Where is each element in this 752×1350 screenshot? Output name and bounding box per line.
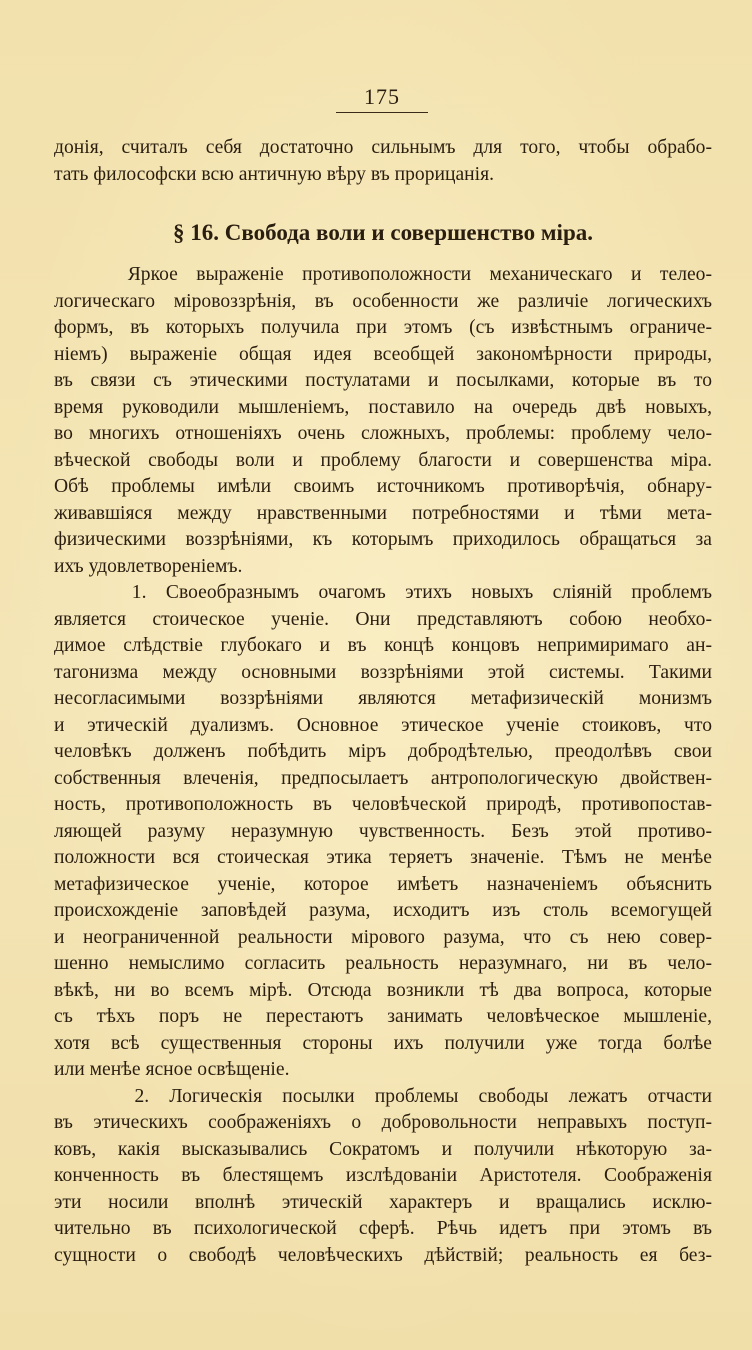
text-line: во многихъ отношеніяхъ очень сложныхъ, проблемы: проблему чело-	[54, 423, 712, 444]
text-line: эти носили вполнѣ этическій характеръ и вращались исклю-	[54, 1191, 712, 1213]
text-line: тагонизма между основными воззрѣніями этой системы. Такими	[54, 661, 712, 683]
text-line: несогласимыми воззрѣніями являются метафизическій монизмъ	[54, 688, 712, 709]
text-line: тать философски всю античную вѣру въ прорицанія.	[54, 163, 494, 185]
text-line: съ тѣхъ поръ не перестаютъ занимать человѣческое мышленіе,	[54, 1006, 712, 1027]
text-line: происхожденіе заповѣдей разума, исходитъ изъ столь всемогущей	[54, 900, 712, 921]
body-text	[54, 262, 712, 1269]
text-line: 1. Своеобразнымъ очагомъ этихъ новыхъ сліяній проблемъ	[54, 582, 712, 603]
text-line: живавшіяся между нравственными потребностями и тѣми мета-	[54, 502, 712, 524]
text-line: время руководили мышленіемъ, поставило на очередь двѣ новыхъ,	[54, 396, 712, 418]
text-line: положности вся стоическая этика теряетъ значеніе. Тѣмъ не менѣе	[54, 847, 712, 868]
text-line: Обѣ проблемы имѣли своимъ источникомъ противорѣчія, обнару-	[54, 476, 712, 497]
text-line: ность, противоположность въ человѣческой природѣ, противопостав-	[54, 794, 712, 815]
text-line: физическими воззрѣніями, къ которымъ приходилось обращаться за	[54, 529, 712, 550]
text-line: логическаго міровоззрѣнія, въ особенности же различіе логическихъ	[54, 290, 712, 312]
text-line: ковъ, какія высказывались Сократомъ и получили нѣкоторую за-	[54, 1138, 712, 1160]
text-line: вѣкѣ, ни во всемъ мірѣ. Отсюда возникли тѣ два вопроса, которые	[54, 979, 712, 1001]
text-line: ляющей разуму неразумную чувственность. Безъ этой противо-	[54, 820, 712, 842]
page-number: 175	[364, 84, 400, 109]
page-number-rule	[336, 112, 428, 113]
text-line: хотя всѣ существенныя стороны ихъ получили уже тогда болѣе	[54, 1032, 712, 1054]
text-line: ніемъ) выраженіе общая идея всеобщей закономѣрности природы,	[54, 343, 712, 365]
text-line: шенно немыслимо согласить реальность неразумнаго, ни въ чело-	[54, 953, 712, 974]
intro-paragraph	[54, 135, 712, 188]
text-line: донія, считалъ себя достаточно сильнымъ для того, чтобы обрабо-	[54, 137, 712, 158]
text-line: и неограниченной реальности мірового разума, что съ нею совер-	[54, 926, 712, 948]
text-line: сущности о свободѣ человѣческихъ дѣйствій; реальность ея без-	[54, 1244, 712, 1266]
text-line: собственныя влеченія, предпосылаетъ антропологическую двойствен-	[54, 767, 712, 789]
text-line: въ связи съ этическими постулатами и посылками, которые въ то	[54, 370, 712, 391]
text-line: является стоическое ученіе. Они представляютъ собою необхо-	[54, 608, 712, 630]
text-line: въ этическихъ соображеніяхъ о добровольности неправыхъ поступ-	[54, 1112, 712, 1133]
text-line: формъ, въ которыхъ получила при этомъ (съ извѣстнымъ ограниче-	[54, 317, 712, 338]
text-line: димое слѣдствіе глубокаго и въ концѣ концовъ непримиримаго ан-	[54, 635, 712, 656]
section-heading: § 16. Свобода воли и совершенство міра.	[173, 220, 593, 245]
text-line: и этическій дуализмъ. Основное этическое ученіе стоиковъ, что	[54, 714, 712, 736]
text-line: ихъ удовлетвореніемъ.	[54, 555, 243, 577]
text-line: человѣкъ долженъ побѣдить міръ добродѣтелью, преодолѣвъ свои	[54, 741, 712, 762]
text-line: 2. Логическія посылки проблемы свободы лежатъ отчасти	[54, 1085, 712, 1107]
text-line: метафизическое ученіе, которое имѣетъ назначеніемъ объяснить	[54, 873, 712, 895]
text-line: вѣческой свободы воли и проблему благости и совершенства міра.	[54, 449, 712, 471]
text-line: Яркое выраженіе противоположности механическаго и телео-	[54, 264, 712, 285]
text-line: чительно въ психологической сферѣ. Рѣчь идетъ при этомъ въ	[54, 1218, 712, 1239]
text-line: или менѣе ясное освѣщеніе.	[54, 1059, 290, 1080]
text-line: конченность въ блестящемъ изслѣдованіи Аристотеля. Соображенія	[54, 1165, 712, 1186]
